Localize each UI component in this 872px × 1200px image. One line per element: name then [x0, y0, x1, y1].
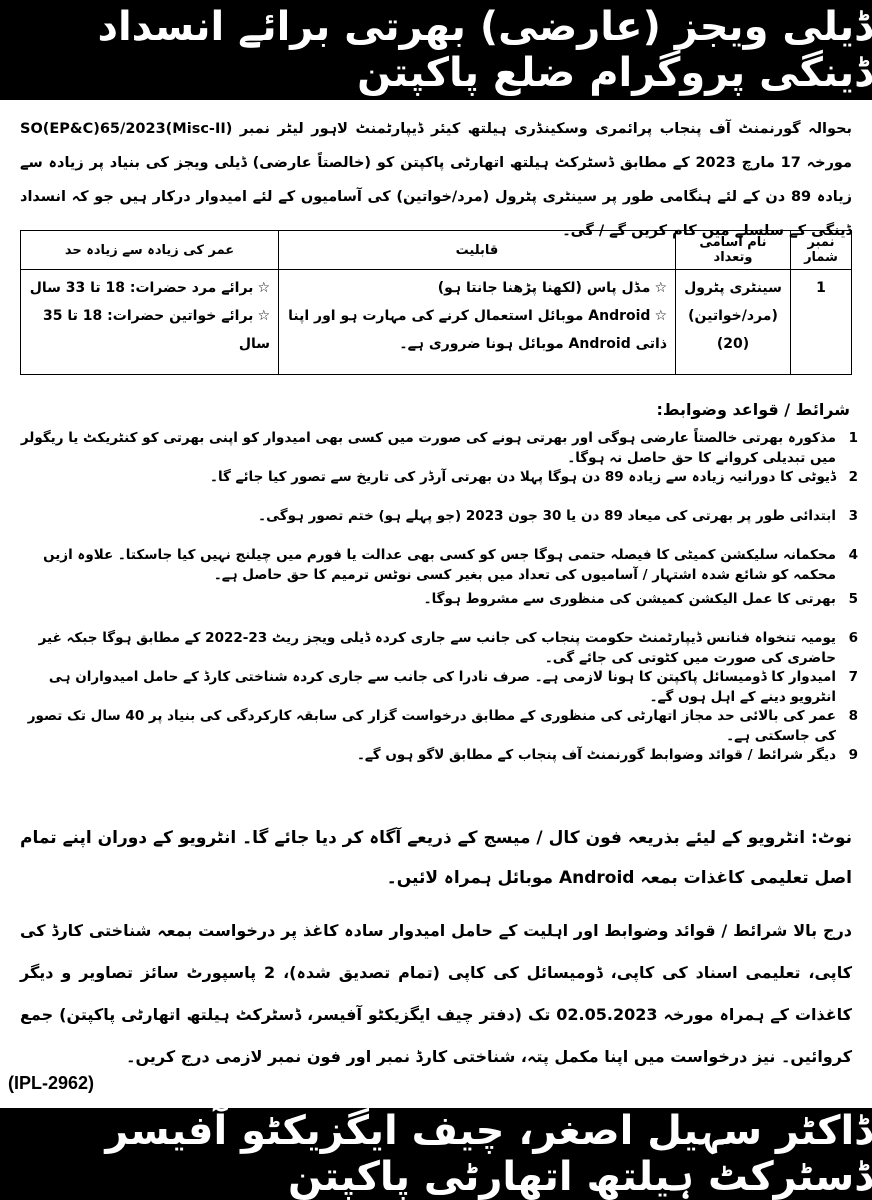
interview-note: نوٹ: انٹرویو کے لیئے بذریعہ فون کال / میسج کے ذریعے آگاہ کر دیا جائے گا۔ انٹرویو کے دوران اپنے تمام اصل تعلیمی کاغذات بمعہ Android موبائل ہمراہ لائیں۔: [20, 828, 852, 888]
signature-line: ڈاکٹر سہیل اصغر، چیف ایگزیکٹو آفیسر ڈسٹرکٹ ہیلتھ اتھارٹی پاکپتن: [105, 1108, 872, 1200]
list-item: [20, 467, 858, 506]
star-icon: ☆: [654, 308, 667, 324]
footer-banner: [0, 1108, 872, 1200]
post-count: (20): [716, 336, 750, 352]
cell-post: [676, 270, 791, 375]
reference-code: (IPL-2962): [8, 1073, 95, 1093]
term-text: بھرتی کا عمل الیکشن کمیشن کی منظوری سے مشروط ہوگا۔: [423, 591, 836, 607]
list-item: [20, 545, 858, 589]
posts-table: [20, 230, 852, 375]
term-text: ابتدائی طور پر بھرتی کی میعاد 89 دن یا 30 جون 2023 (جو پہلے ہو) ختم تصور ہوگی۔: [258, 508, 836, 524]
post-name: سینٹری پٹرول: [684, 280, 782, 296]
term-text: ڈیوٹی کا دورانیہ زیادہ سے زیادہ 89 دن ہوگا پہلا دن بھرتی آرڈر کی تاریخ سے تصور کیا جائے گا۔: [210, 469, 836, 485]
list-item: [20, 628, 858, 667]
qualification-2: Android موبائل استعمال کرنے کی مہارت ہو اور اپنا ذاتی Android موبائل ہونا ضروری ہے۔: [288, 308, 667, 352]
term-number: 1: [848, 430, 858, 446]
term-number: 3: [848, 508, 858, 524]
term-number: 4: [848, 547, 858, 563]
star-icon: ☆: [257, 280, 270, 296]
table-header-row: [21, 231, 852, 270]
term-number: 9: [848, 747, 858, 763]
header-sr: نمبر شمار: [791, 231, 852, 270]
list-item: [20, 428, 858, 467]
term-text: محکمانہ سلیکشن کمیٹی کا فیصلہ حتمی ہوگا جس کو کسی بھی عدالت یا فورم میں چیلنج نہیں کیا جاسکتا۔ علاوہ ازیں محکمہ کو شائع شدہ اشتہار / آسامیوں کی تعداد میں بغیر کسی نوٹس ترمیم کا حق حاصل ہے۔: [43, 547, 836, 583]
age-limit-male: برائے مرد حضرات: 18 تا 33 سال: [29, 280, 254, 296]
term-number: 7: [848, 669, 858, 685]
list-item: [20, 589, 858, 628]
term-text: امیدوار کا ڈومیسائل پاکپتن کا ہونا لازمی ہے۔ صرف نادرا کی جانب سے جاری کردہ شناختی کارڈ کے حامل امیدواران ہی انٹرویو دینے کے اہل ہوں گے۔: [48, 669, 836, 705]
term-text: دیگر شرائط / قوائد وضوابط گورنمنٹ آف پنجاب کے مطابق لاگو ہوں گے۔: [356, 747, 836, 763]
list-item: [20, 667, 858, 706]
term-text: مذکورہ بھرتی خالصتاً عارضی ہوگی اور بھرتی ہونے کی صورت میں کسی بھی امیدوار کو اپنی بھرتی کو کنٹریکٹ یا ریگولر میں تبدیلی کروانے کا حق حاصل نہ ہوگا۔: [20, 430, 836, 466]
star-icon: ☆: [654, 280, 667, 296]
term-number: 5: [848, 591, 858, 607]
header-qualification: قابلیت: [279, 231, 676, 270]
terms-heading: شرائط / قواعد وضوابط:: [656, 400, 850, 419]
cell-qualification: [279, 270, 676, 375]
header-age: عمر کی زیادہ سے زیادہ حد: [21, 231, 279, 270]
term-number: 8: [848, 708, 858, 724]
qualification-1: مڈل پاس (لکھنا پڑھنا جانتا ہو): [437, 280, 651, 296]
list-item: [20, 506, 858, 545]
star-icon: ☆: [257, 308, 270, 324]
intro-paragraph: بحوالہ گورنمنٹ آف پنجاب پرائمری وسکینڈری ہیلتھ کیئر ڈیپارٹمنٹ لاہور لیٹر نمبر SO(EP&C)65/2023(Misc-II) مورخہ 17 مارچ 2023 کے مطابق ڈسٹرکٹ ہیلتھ اتھارٹی پاکپتن کو (خالصتاً عارضی) ڈیلی ویجز کی بنیاد پر زیادہ سے زیادہ 89 دن کے لئے ہنگامی طور پر سینٹری پٹرول (مرد/خواتین) کی آسامیوں کے لئے امیدوار درکار ہیں جو کہ انسداد ڈینگی کے سلسلے میں کام کریں گے / گی۔: [20, 121, 852, 239]
term-text: یومیہ تنخواہ فنانس ڈیپارٹمنٹ حکومت پنجاب کی جانب سے جاری کردہ ڈیلی ویجز ریٹ 23-2022 کے مطابق ہوگا جبکہ غیر حاضری کی صورت میں کٹوتی کی جائے گی۔: [38, 630, 836, 666]
cell-sr: 1: [791, 270, 852, 375]
term-text: عمر کی بالائی حد مجاز اتھارٹی کی منظوری کے مطابق درخواست گزار کی سابقہ کارکردگی کی بنیاد پر 40 سال تک تصور کی جاسکتی ہے۔: [27, 708, 836, 744]
post-gender: (مرد/خواتین): [688, 308, 778, 324]
header-banner: [0, 0, 872, 100]
application-instructions: درج بالا شرائط / قوائد وضوابط اور اہلیت کے حامل امیدوار سادہ کاغذ پر درخواست بمعہ شناختی کارڈ کی کاپی، تعلیمی اسناد کی کاپی، ڈومیسائل کی کاپی (تمام تصدیق شدہ)، 2 پاسپورٹ سائز تصاویر و دیگر کاغذات کے ہمراہ مورخہ 02.05.2023 تک (دفتر چیف ایگزیکٹو آفیسر، ڈسٹرکٹ ہیلتھ اتھارٹی پاکپتن) جمع کروائیں۔ نیز درخواست میں اپنا مکمل پتہ، شناختی کارڈ نمبر اور فون نمبر لازمی درج کریں۔: [20, 921, 853, 1066]
table-row: [21, 270, 852, 375]
terms-list: [20, 428, 858, 784]
cell-age: [21, 270, 279, 375]
term-number: 6: [848, 630, 858, 646]
page-title: ڈیلی ویجز (عارضی) بھرتی برائے انسداد ڈینگی پروگرام ضلع پاکپتن: [97, 4, 872, 96]
header-post: نام آسامی وتعداد: [676, 231, 791, 270]
age-limit-female: برائے خواتین حضرات: 18 تا 35 سال: [43, 308, 270, 352]
list-item: [20, 706, 858, 745]
list-item: [20, 745, 858, 784]
term-number: 2: [848, 469, 858, 485]
